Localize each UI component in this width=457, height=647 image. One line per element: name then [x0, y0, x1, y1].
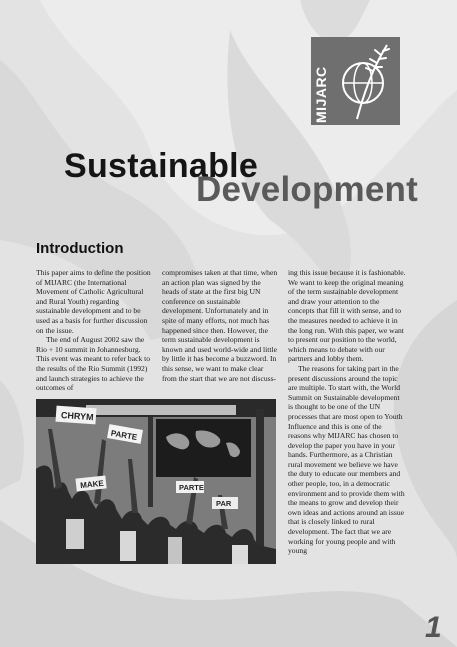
paragraph: compromises taken at that time, when an action plan was signed by the heads of state at the first big UN conference on sustainable development. Unfortunately and in spite of many efforts, not much has happened since then. However, the term sustainable development is known and used world-wide and little by little it has become a buzzword. In this sense, we want to make clear from the start that we are not discuss-	[162, 268, 278, 383]
section-heading: Introduction	[36, 240, 124, 257]
title-line-2: Development	[196, 170, 418, 209]
text-column-1	[36, 268, 152, 393]
mijarc-logo	[311, 37, 400, 125]
paragraph: This paper aims to define the position of MIJARC (the International Movement of Catholic Agricultural and Rural Youth) regarding sustainable development and to be used as a basis for further discussion on the issue.	[36, 268, 151, 335]
text-column-3	[288, 268, 406, 556]
sign-text: PAR	[216, 499, 232, 508]
paragraph: ing this issue because it is fashionable. We want to keep the original meaning of the term sustainable development and draw your attention to the concepts that fill it with sense, and to the measures needed to achieve it in the long run. With this paper, we want to present our position to the world, which means to debate with our partners and lobby them.	[288, 268, 406, 364]
text-column-2	[162, 268, 278, 383]
title-line-1: Sustainable	[64, 147, 259, 185]
page-number: 1	[425, 611, 442, 644]
sign-text: PARTE	[179, 483, 204, 492]
protest-photo	[36, 399, 276, 564]
logo-text: MIJARC	[313, 66, 329, 123]
sign-text: MAKE	[79, 478, 105, 491]
paragraph: The reasons for taking part in the present discussions around the topic are multiple. To start with, the World Summit on Sustainable development is thought to be one of the UN processes that are most open to Youth Influence and this is one of the reasons why MIJARC has chosen to develop the paper you have in your hands. Furthermore, as a Christian rural movement we believe we have the duty to educate our members and other people, too, in a democratic environment and to provide them with the means to grow and develop their own ideas and actions around an issue that is closely linked to rural development. The fact that we are working for young people and with young	[288, 363, 405, 556]
paragraph: The end of August 2002 saw the Rio + 10 summit in Johannesburg. This event was meant to refer back to the results of the Rio Summit (1992) and launch strategies to achieve the outcomes of	[36, 335, 151, 393]
sign-text: CHRYM	[60, 409, 94, 423]
sign-text: PARTE	[110, 428, 138, 443]
